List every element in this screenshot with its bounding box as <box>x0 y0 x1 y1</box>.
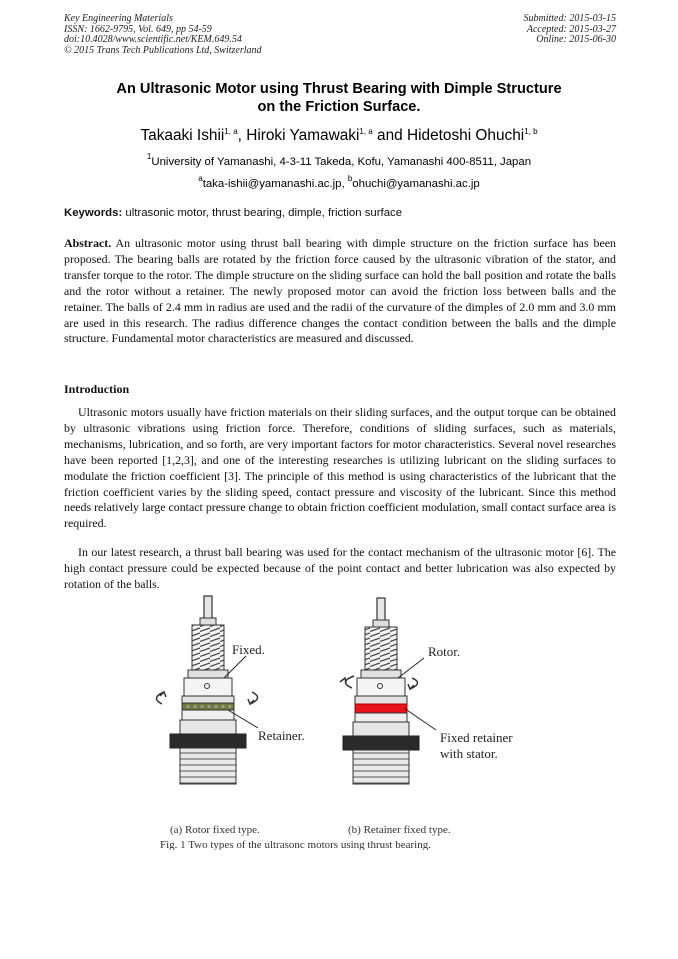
abstract <box>64 236 616 347</box>
email-b-sup: b <box>347 174 353 183</box>
header-submitted: Submitted: 2015-03-15 <box>523 13 616 24</box>
paper-title <box>64 80 614 116</box>
figure-1 <box>140 592 540 850</box>
abstract-label: Abstract. <box>64 236 112 250</box>
affiliation-text: University of Yamanashi, 4-3-11 Takeda, Kofu, Yamanashi 400-8511, Japan <box>151 156 532 168</box>
figure-caption: Fig. 1 Two types of the ultrasonc motors using thrust bearing. <box>160 839 431 850</box>
email-b[interactable]: ohuchi@yamanashi.ac.jp <box>352 178 480 190</box>
author-1-sup: 1, a <box>224 127 238 136</box>
subcaption-b: (b) Retainer fixed type. <box>348 824 451 836</box>
email-a[interactable]: taka-ishii@yamanashi.ac.jp, <box>202 178 348 190</box>
label-fixed-retainer-2: with stator. <box>440 746 498 761</box>
author-2-name: Hiroki Yamawaki <box>246 127 360 144</box>
author-list: Takaaki Ishii$^{1, a}$, Hiroki Yamawaki$^{1, a}$ and Hidetoshi Ohuchi$^{1, b}$ <box>140 127 538 144</box>
journal-header-left <box>64 14 262 56</box>
header-accepted: Accepted: 2015-03-27 <box>526 23 616 35</box>
header-issn: ISSN: 1662-9795, Vol. 649, pp 54-59 <box>64 23 212 35</box>
title-line-2: on the Friction Surface. <box>257 99 421 115</box>
abstract-text: An ultrasonic motor using thrust ball bearing with dimple structure on the friction surface has been proposed. The bearing balls are rotated by the friction force caused by the ultrasonic vibration of the stator, and transfer torque to the rotor. The dimple structure on the sliding surface can hold the ball position and rotate the balls and the rotor without a retainer. The newly proposed motor can avoid the friction loss between balls and the retainer. The balls of 2.4 mm in radius are used and the radii of the curvature of the dimples of 2.0 mm and 3.0 mm are used in this research. The radius difference changes the contact condition between the balls and the dimple structure. Fundamental motor characteristics are measured and discussed. <box>64 236 616 346</box>
author-emails <box>64 172 614 191</box>
affiliation-sup: 1 <box>146 152 152 161</box>
keywords-text: ultrasonic motor, thrust bearing, dimple, friction surface <box>122 207 403 219</box>
journal-header-right <box>524 14 617 46</box>
author-1-name: Takaaki Ishii <box>140 127 225 144</box>
introduction-paragraph-1: Ultrasonic motors usually have friction materials on their sliding surfaces, and the output torque can be obtained by ultrasonic vibrations using friction force. Therefore, conditions of sliding surfaces, such as materials, mechanisms, lubrication, and so forth, are very important factors for motor characteristics. Several novel researches have been reported [1,2,3], and one of the interesting researches is utilizing lubricant on the sliding surfaces to modulate the friction coefficient [3]. The principle of this method is using characteristics of the lubricant that the friction coefficient varies by the sliding speed, contact pressure and viscosity of the lubricant. Since this method needs relatively large contact pressure change to obtain friction coefficient modulation, small contact surface area is required. <box>64 405 616 531</box>
email-a-sup: a <box>198 174 203 183</box>
motor-a-drawing <box>156 596 258 784</box>
introduction-heading: Introduction <box>64 382 130 396</box>
author-3-name: and Hidetoshi Ohuchi <box>377 127 525 144</box>
author-2-sup: 1, a <box>359 127 373 136</box>
label-rotor: Rotor. <box>428 644 461 659</box>
introduction-paragraph-2: In our latest research, a thrust ball bearing was used for the contact mechanism of the ultrasonic motor [6]. The high contact pressure could be expected because of the point contact and better lubrication was also expected by rotation of the balls. <box>64 545 616 591</box>
header-journal-name: Key Engineering Materials <box>64 13 173 24</box>
header-online: Online: 2015-06-30 <box>536 34 616 45</box>
label-fixed-retainer-1: Fixed retainer <box>440 730 513 745</box>
retainer-right <box>355 704 407 713</box>
label-fixed: Fixed. <box>232 642 265 657</box>
affiliation <box>64 150 614 169</box>
keywords <box>64 206 614 220</box>
motor-b-drawing <box>340 598 436 784</box>
label-retainer: Retainer. <box>258 728 305 743</box>
header-doi: doi:10.4028/www.scientific.net/KEM.649.54 <box>64 34 242 45</box>
title-line-1: An Ultrasonic Motor using Thrust Bearing with Dimple Structure <box>116 81 562 97</box>
subcaption-a: (a) Rotor fixed type. <box>170 824 260 836</box>
header-copyright: © 2015 Trans Tech Publications Ltd, Switzerland <box>64 44 262 56</box>
author-3-sup: 1, b <box>524 127 538 136</box>
keywords-label: Keywords: <box>64 207 123 219</box>
